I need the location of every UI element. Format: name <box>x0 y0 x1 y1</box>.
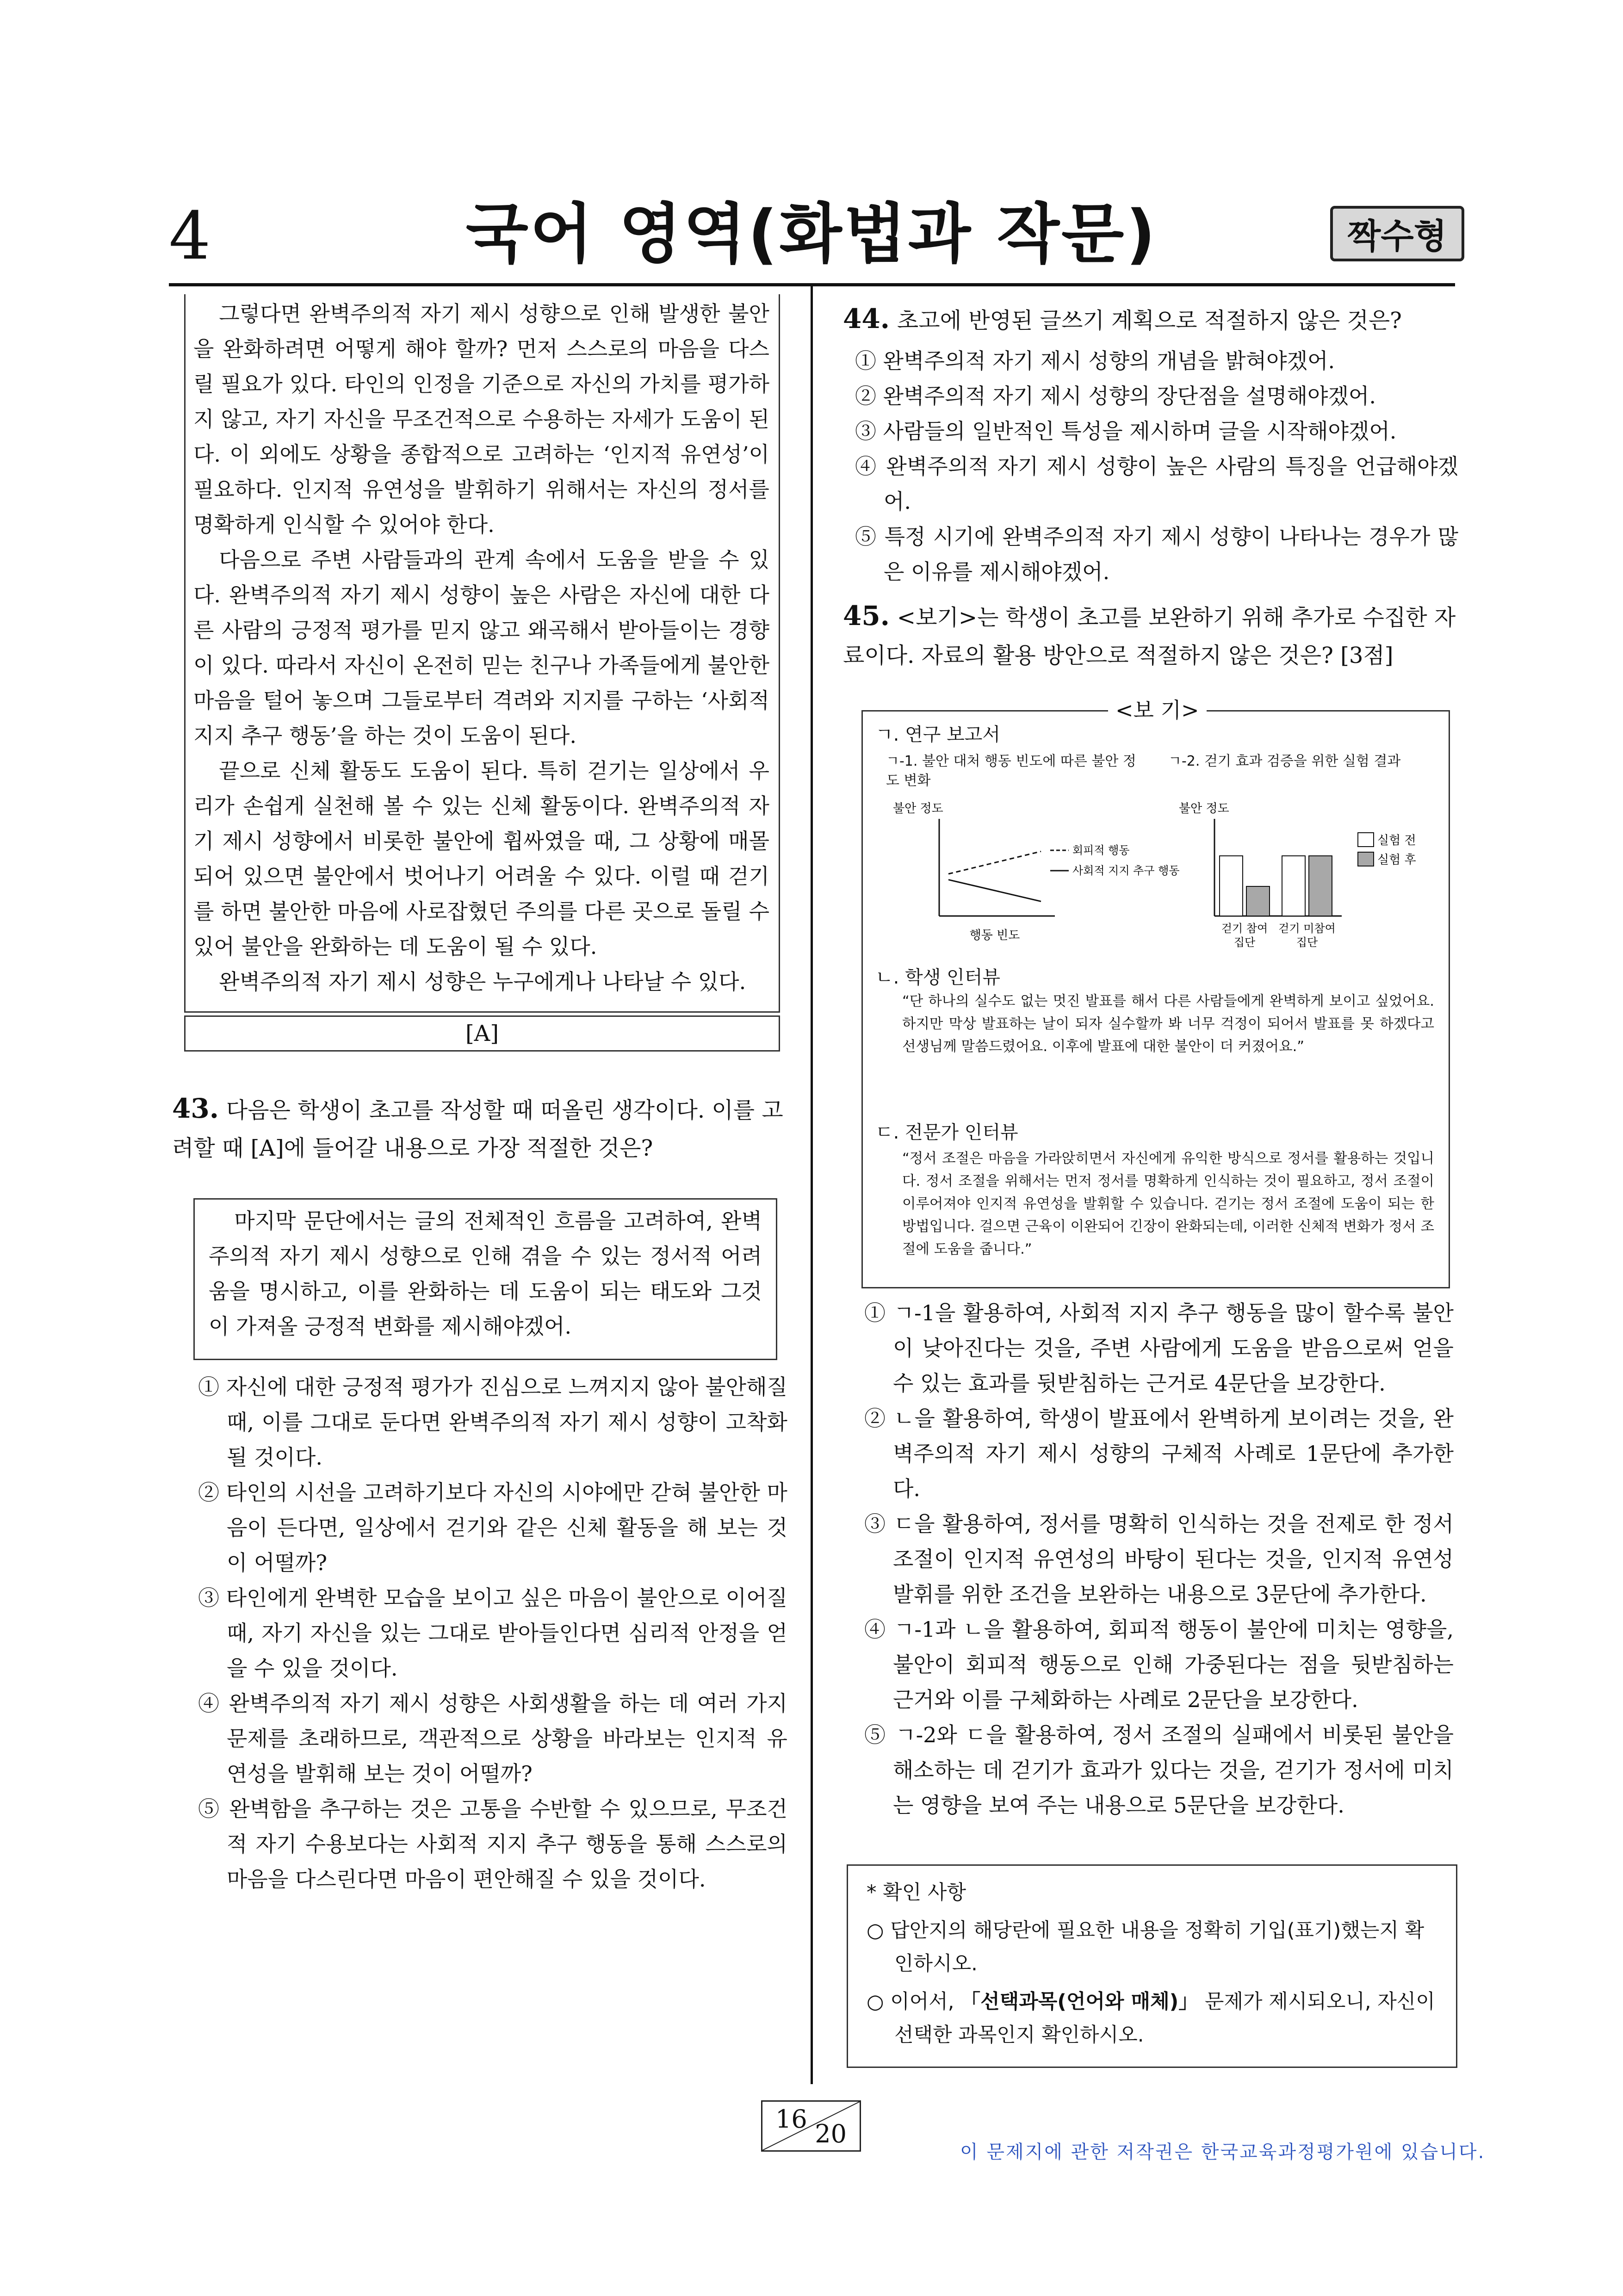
chart1-xlabel: 행동 빈도 <box>969 928 1020 942</box>
chart1-series-avoidance <box>948 851 1041 874</box>
confirmation-text: ○ 이어서, <box>867 1990 961 2013</box>
question-number: 45. <box>843 600 890 631</box>
answer-option[interactable]: ③ 사람들의 일반적인 특성을 제시하며 글을 시작해야겠어. <box>855 419 1397 444</box>
chart1-title: ㄱ-1. 불안 대처 행동 빈도에 따른 불안 정도 변화 <box>886 753 1136 789</box>
answer-option[interactable]: ② 완벽주의적 자기 제시 성향의 장단점을 설명해야겠어. <box>855 384 1376 408</box>
answer-option[interactable]: ① ㄱ-1을 활용하여, 사회적 지지 추구 행동을 많이 할수록 불안이 낮아진다는 것을, 주변 사람에게 도움을 받음으로써 얻을 수 있는 효과를 뒷받침하는 근거로 4문단을 보강한다. <box>864 1300 1454 1396</box>
passage-paragraph: 끝으로 신체 활동도 도움이 된다. 특히 걷기는 일상에서 우리가 손쉽게 실천해 볼 수 있는 신체 활동이다. 완벽주의적 자기 제시 성향에서 비롯한 불안에 휩싸였을 때, 그 상황에 매몰되어 있으면 불안에서 벗어나기 어려울 수 있다. 이럴 때 걷기를 하면 불안한 마음에 사로잡혔던 주의를 다른 곳으로 돌릴 수 있어 불안을 완화하는 데 도움이 될 수 있다. <box>193 758 769 959</box>
page-number: 4 <box>169 198 211 274</box>
answer-option[interactable]: ④ 완벽주의적 자기 제시 성향이 높은 사람의 특징을 언급해야겠어. <box>855 454 1458 514</box>
q43-condition-text: 마지막 문단에서는 글의 전체적인 흐름을 고려하여, 완벽주의적 자기 제시 성향으로 인해 겪을 수 있는 정서적 어려움을 명시하고, 이를 완화하는 데 도움이 되는 태도와 그것이 가져올 긍정적 변화를 제시해야겠어. <box>209 1208 762 1339</box>
chart2-legend-before: 실험 전 <box>1377 834 1416 848</box>
answer-option[interactable]: ⑤ 완벽함을 추구하는 것은 고통을 수반할 수 있으므로, 무조건적 자기 수용보다는 사회적 지지 추구 행동을 통해 스스로의 마음을 다스린다면 마음이 편안해질 수 있을 것이다. <box>198 1796 787 1892</box>
question-43 <box>172 1089 787 1167</box>
section-student-interview: ㄴ. 학생 인터뷰 <box>875 967 1000 988</box>
question-number: 44. <box>843 303 890 334</box>
legend-swatch-before <box>1358 833 1374 847</box>
form-type-badge: 짝수형 <box>1330 206 1464 261</box>
q43-options <box>186 1369 787 1897</box>
confirmation-notice <box>847 1864 1457 2068</box>
question-stem: 초고에 반영된 글쓰기 계획으로 적절하지 않은 것은? <box>897 308 1402 334</box>
confirmation-title: * 확인 사항 <box>867 1881 966 1904</box>
chart2-bar-after <box>1246 886 1270 916</box>
chart1-series-social-support <box>948 880 1041 902</box>
total-pages: 20 <box>815 2119 847 2148</box>
section-expert-interview: ㄷ. 전문가 인터뷰 <box>875 1122 1018 1143</box>
chart2-category-label: 걷기 미참여 <box>1278 922 1336 935</box>
q45-options <box>852 1295 1454 1823</box>
question-stem: <보기>는 학생이 초고를 보완하기 위해 추가로 수집한 자료이다. 자료의 활용 방안으로 적절하지 않은 것은? [3점] <box>843 605 1456 668</box>
section-research-report: ㄱ. 연구 보고서 <box>875 724 1000 745</box>
answer-option[interactable]: ③ 타인에게 완벽한 모습을 보이고 싶은 마음이 불안으로 이어질 때, 자기 자신을 있는 그대로 받아들인다면 심리적 안정을 얻을 수 있을 것이다. <box>198 1585 787 1681</box>
answer-option[interactable]: ① 완벽주의적 자기 제시 성향의 개념을 밝혀야겠어. <box>855 348 1335 373</box>
answer-option[interactable]: ③ ㄷ을 활용하여, 정서를 명확히 인식하는 것을 전제로 한 정서 조절이 인지적 유연성의 바탕이 된다는 것을, 인지적 유연성 발휘를 위한 조건을 보완하는 내용으로 3문단에 추가한다. <box>864 1511 1454 1607</box>
chart2-bars <box>1220 856 1332 916</box>
answer-option[interactable]: ⑤ 특정 시기에 완벽주의적 자기 제시 성향이 나타나는 경우가 많은 이유를 제시해야겠어. <box>855 524 1458 584</box>
confirmation-item: ○ 답안지의 해당란에 필요한 내용을 정확히 기입(표기)했는지 확인하시오. <box>867 1919 1425 1975</box>
current-page: 16 <box>775 2104 807 2134</box>
answer-option[interactable]: ② ㄴ을 활용하여, 학생이 발표에서 완벽하게 보이려는 것을, 완벽주의적 자기 제시 성향의 구체적 사례로 1문단에 추가한다. <box>864 1406 1454 1501</box>
chart2-category-label: 걷기 참여 <box>1221 922 1268 935</box>
chart1-line <box>879 800 1180 953</box>
answer-option[interactable]: ④ ㄱ-1과 ㄴ을 활용하여, 회피적 행동이 불안에 미치는 영향을, 불안이 회피적 행동으로 인해 가중된다는 점을 뒷받침하는 근거와 이를 구체화하는 사례로 2문단을 보강한다. <box>864 1617 1454 1712</box>
legend-swatch-after <box>1358 852 1374 866</box>
question-44 <box>843 300 1458 589</box>
reading-passage <box>193 296 769 999</box>
chart2-category-label: 집단 <box>1233 936 1256 949</box>
chart2-title: ㄱ-2. 걷기 효과 검증을 위한 실험 결과 <box>1168 753 1401 769</box>
answer-option[interactable]: ② 타인의 시선을 고려하기보다 자신의 시야에만 갇혀 불안한 마음이 든다면, 일상에서 걷기와 같은 신체 활동을 해 보는 것이 어떨까? <box>198 1480 787 1575</box>
copyright-notice: 이 문제지에 관한 저작권은 한국교육과정평가원에 있습니다. <box>960 2141 1486 2163</box>
chart2-legend-after: 실험 후 <box>1377 853 1416 867</box>
chart2-ylabel: 불안 정도 <box>1179 802 1229 816</box>
bogi-label: <보 기> <box>1108 696 1207 724</box>
page-counter <box>761 2100 861 2152</box>
chart1-legend-social: 사회적 지지 추구 행동 <box>1072 864 1180 877</box>
column-divider <box>811 285 813 2084</box>
passage-paragraph: 완벽주의적 자기 제시 성향은 누구에게나 나타날 수 있다. <box>219 969 746 994</box>
expert-quote: “정서 조절은 마음을 가라앉히면서 자신에게 유익한 방식으로 정서를 활용하는 것입니다. 정서 조절을 위해서는 먼저 정서를 명확하게 인식하는 것이 필요하고, 정서 조절이 이루어져야 인지적 유연성을 발휘할 수 있습니다. 걷기는 정서 조절에 도움이 되는 한 방법입니다. 걸으면 근육이 이완되어 긴장이 완화되는데, 이러한 신체적 변화가 정서 조절에 도움을 줍니다.” <box>902 1151 1434 1257</box>
chart2-bar-before <box>1220 856 1243 916</box>
chart1-ylabel: 불안 정도 <box>893 802 943 816</box>
passage-paragraph: 다음으로 주변 사람들과의 관계 속에서 도움을 받을 수 있다. 완벽주의적 자기 제시 성향이 높은 사람은 자신에 대한 다른 사람의 긍정적 평가를 믿지 않고 왜곡해서 받아들이는 경향이 있다. 따라서 자신이 온전히 믿는 친구나 가족들에게 불안한 마음을 털어 놓으며 그들로부터 격려와 지지를 구하는 ‘사회적 지지 추구 행동’을 하는 것이 도움이 된다. <box>193 547 769 748</box>
answer-option[interactable]: ⑤ ㄱ-2와 ㄷ을 활용하여, 정서 조절의 실패에서 비롯된 불안을 해소하는 데 걷기가 효과가 있다는 것을, 걷기가 정서에 미치는 영향을 보여 주는 내용으로 5문단을 보강한다. <box>864 1722 1454 1818</box>
answer-option[interactable]: ① 자신에 대한 긍정적 평가가 진심으로 느껴지지 않아 불안해질 때, 이를 그대로 둔다면 완벽주의적 자기 제시 성향이 고착화될 것이다. <box>198 1374 787 1470</box>
chart2-bar-before <box>1282 856 1305 916</box>
q43-condition-box <box>193 1198 777 1360</box>
confirmation-text: 문제가 제시되오니, 자신이 선택한 과목인지 확인하시오. <box>894 1990 1435 2047</box>
blank-a-box: [A] <box>184 1015 780 1052</box>
chart2-bar-after <box>1309 856 1332 916</box>
chart2-bar <box>1171 800 1443 958</box>
question-45 <box>843 597 1458 675</box>
answer-option[interactable]: ④ 완벽주의적 자기 제시 성향은 사회생활을 하는 데 여러 가지 문제를 초래하므로, 객관적으로 상황을 바라보는 인지적 유연성을 발휘해 보는 것이 어떨까? <box>198 1691 787 1786</box>
elective-subject-name: 「선택과목(언어와 매체)」 <box>960 1990 1199 2013</box>
confirmation-item <box>867 1985 1437 2052</box>
page-title: 국어 영역(화법과 작문) <box>465 197 1158 272</box>
student-quote: “단 하나의 실수도 없는 멋진 발표를 해서 다른 사람들에게 완벽하게 보이고 싶었어요. 하지만 막상 발표하는 날이 되자 실수할까 봐 너무 걱정이 되어서 발표를 못 하겠다고 선생님께 말씀드렸어요. 이후에 발표에 대한 불안이 더 커졌어요.” <box>902 993 1434 1055</box>
question-number: 43. <box>172 1093 219 1124</box>
chart2-category-label: 집단 <box>1296 936 1318 949</box>
passage-paragraph: 그렇다면 완벽주의적 자기 제시 성향으로 인해 발생한 불안을 완화하려면 어떻게 해야 할까? 먼저 스스로의 마음을 다스릴 필요가 있다. 타인의 인정을 기준으로 자신의 가치를 평가하지 않고, 자기 자신을 무조건적으로 수용하는 자세가 도움이 된다. 이 외에도 상황을 종합적으로 고려하는 ‘인지적 유연성’이 필요하다. 인지적 유연성을 발휘하기 위해서는 자신의 정서를 명확하게 인식할 수 있어야 한다. <box>193 301 769 537</box>
chart1-legend-avoidance: 회피적 행동 <box>1072 844 1130 857</box>
question-stem: 다음은 학생이 초고를 작성할 때 떠올린 생각이다. 이를 고려할 때 [A]에 들어갈 내용으로 가장 적절한 것은? <box>172 1097 783 1161</box>
